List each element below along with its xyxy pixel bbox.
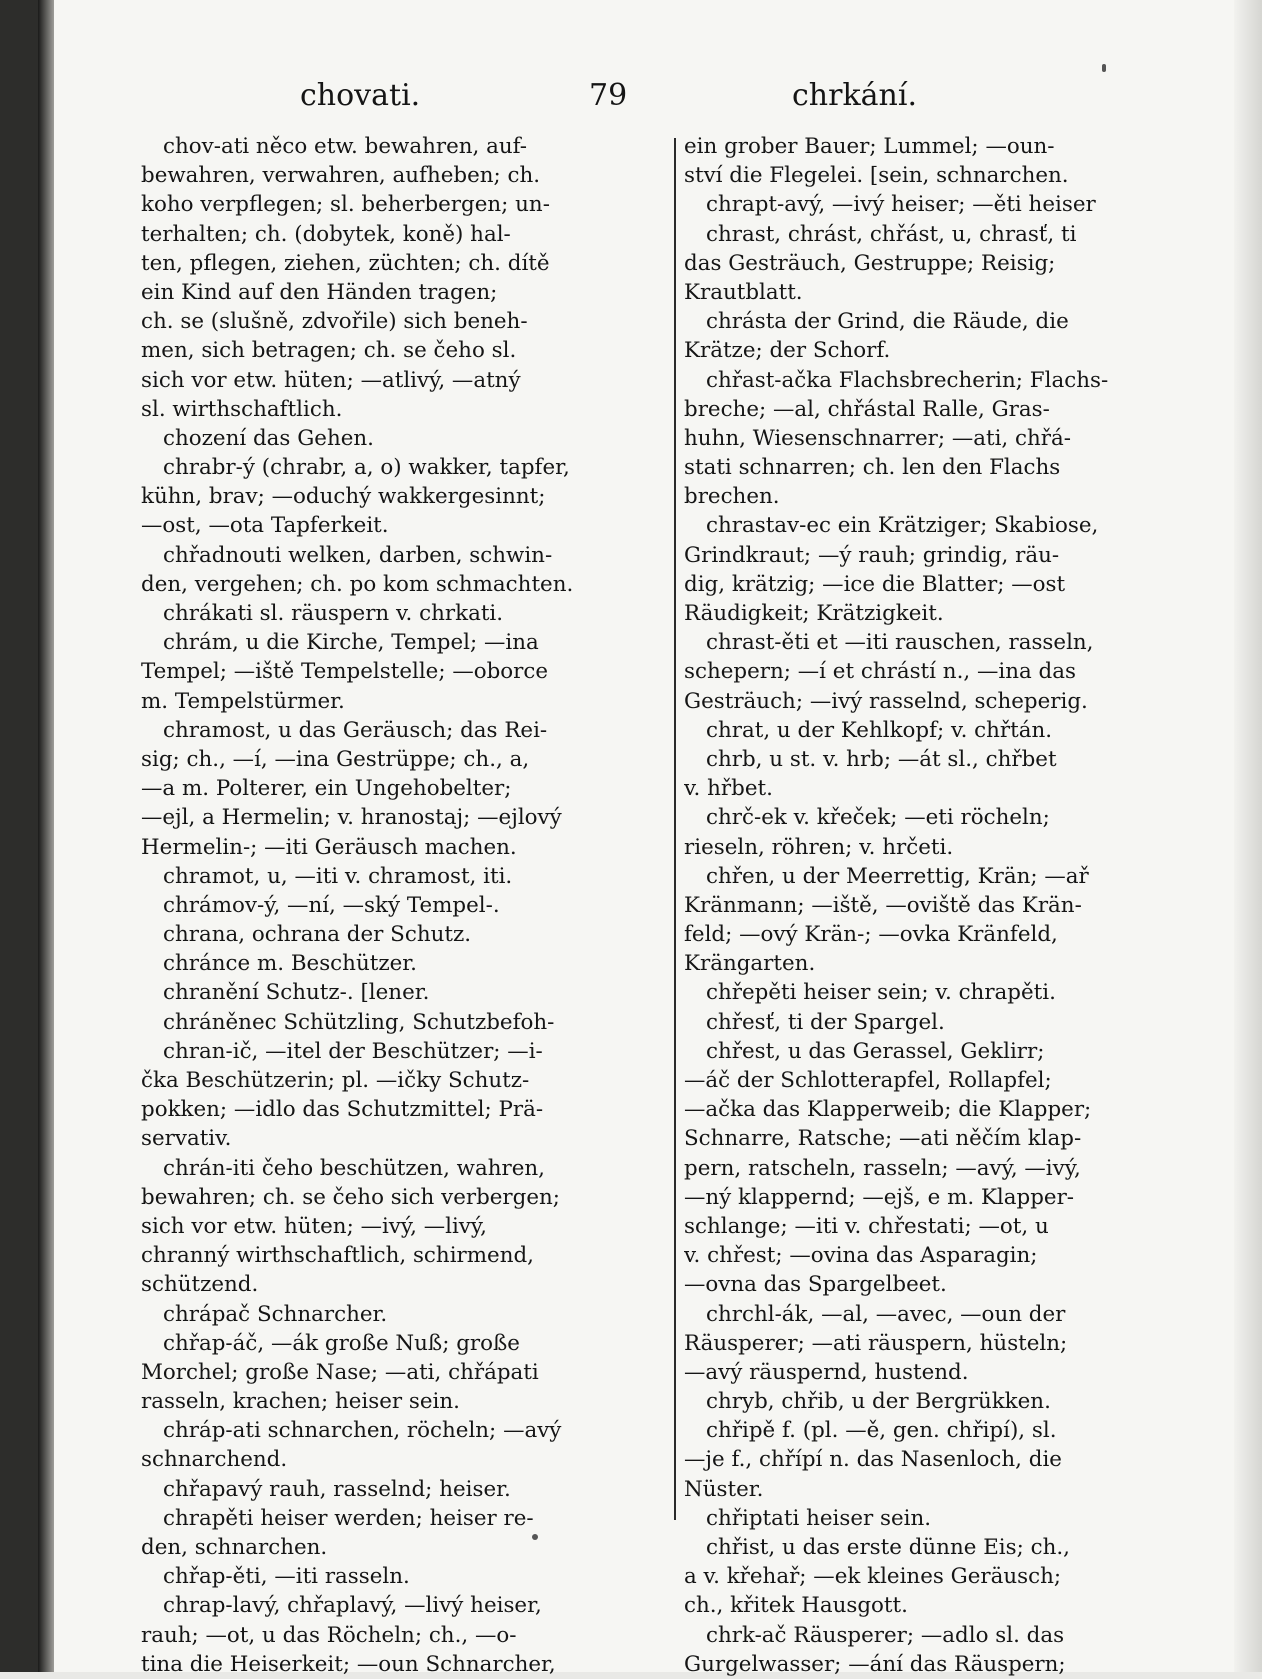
dictionary-line: sich vor etw. hüten; —atlivý, —atný xyxy=(141,367,521,393)
dictionary-line: kühn, brav; —oduchý wakkergesinnt; xyxy=(141,484,546,510)
dictionary-line: chřadnouti welken, darben, schwin- xyxy=(163,542,553,568)
dictionary-line: Kränmann; —iště, —oviště das Krän- xyxy=(684,892,1082,918)
dictionary-line: tina die Heiserkeit; —oun Schnarcher, xyxy=(141,1651,556,1677)
dictionary-line: sig; ch., —í, —ina Gestrüppe; ch., a, xyxy=(141,746,530,772)
dictionary-line: schlange; —iti v. chřestati; —ot, u xyxy=(684,1213,1049,1239)
dictionary-line: huhn, Wiesenschnarrer; —ati, chřá- xyxy=(684,425,1071,451)
dictionary-line: sich vor etw. hüten; —ivý, —livý, xyxy=(141,1213,487,1239)
dictionary-line: chřast-ačka Flachsbrecherin; Flachs- xyxy=(706,367,1109,393)
dictionary-line: Krätze; der Schorf. xyxy=(684,338,891,364)
dictionary-line: ten, pflegen, ziehen, züchten; ch. dítě xyxy=(141,250,550,276)
dictionary-line: rieseln, röhren; v. hrčeti. xyxy=(684,834,954,860)
dictionary-line: v. chřest; —ovina das Asparagin; xyxy=(684,1243,1038,1269)
dictionary-line: chrapěti heiser werden; heiser re- xyxy=(163,1505,534,1531)
print-speck xyxy=(532,1534,538,1540)
dictionary-line: m. Tempelstürmer. xyxy=(141,688,345,714)
dictionary-line: chov-ati něco etw. bewahren, auf- xyxy=(163,134,528,159)
dictionary-line: schnarchend. xyxy=(141,1447,288,1473)
scan-dark-edge xyxy=(0,0,38,1672)
dictionary-line: Schnarre, Ratsche; —ati něčím klap- xyxy=(684,1126,1082,1152)
dictionary-line: Krautblatt. xyxy=(684,279,803,305)
dictionary-line: Räusperer; —ati räuspern, hüsteln; xyxy=(684,1330,1068,1356)
dictionary-page xyxy=(54,0,1234,1677)
dictionary-line: koho verpflegen; sl. beherbergen; un- xyxy=(141,192,550,218)
dictionary-line: chřap-ěti, —iti rasseln. xyxy=(163,1564,410,1590)
dictionary-line: stati schnarren; ch. len den Flachs xyxy=(684,455,1061,481)
dictionary-line: pern, ratscheln, rasseln; —avý, —ivý, xyxy=(684,1155,1081,1181)
dictionary-line: chřiptati heiser sein. xyxy=(706,1505,932,1531)
dictionary-line: —ejl, a Hermelin; v. hranostaj; —ejlový xyxy=(141,805,562,831)
dictionary-line: chrb, u st. v. hrb; —át sl., chřbet xyxy=(706,746,1057,772)
dictionary-line: chrabr-ý (chrabr, a, o) wakker, tapfer, xyxy=(163,455,570,481)
dictionary-line: chrast, chrást, chřást, u, chrasť, ti xyxy=(706,221,1077,247)
dictionary-line: sl. wirthschaftlich. xyxy=(141,396,343,422)
dictionary-line: brechen. xyxy=(684,484,780,510)
dictionary-line: čka Beschützerin; pl. —ičky Schutz- xyxy=(141,1068,530,1093)
dictionary-line: feld; —ový Krän-; —ovka Kränfeld, xyxy=(684,922,1058,948)
print-speck xyxy=(1102,64,1106,72)
header-right-guide-word: chrkání. xyxy=(792,78,917,113)
dictionary-line: Gesträuch; —ivý rasselnd, scheperig. xyxy=(684,688,1088,714)
dictionary-line: chrásta der Grind, die Räude, die xyxy=(706,309,1069,335)
dictionary-line: chřist, u das erste dünne Eis; ch., xyxy=(706,1535,1070,1560)
dictionary-line: Räudigkeit; Krätzigkeit. xyxy=(684,601,944,626)
dictionary-line: rauh; —ot, u das Röcheln; ch., —o- xyxy=(141,1622,517,1648)
dictionary-line: —ovna das Spargelbeet. xyxy=(684,1272,947,1298)
scan-binding-shadow xyxy=(38,0,54,1672)
dictionary-line: ch., křitek Hausgott. xyxy=(684,1593,908,1619)
dictionary-line: Gurgelwasser; —ání das Räuspern; xyxy=(684,1651,1066,1677)
left-column xyxy=(141,132,656,1679)
dictionary-line: chranný wirthschaftlich, schirmend, xyxy=(141,1243,534,1269)
dictionary-line: Krängarten. xyxy=(684,951,816,977)
scan-right-edge xyxy=(1234,0,1262,1672)
dictionary-line: chrk-ač Räusperer; —adlo sl. das xyxy=(706,1622,1065,1648)
right-column xyxy=(684,132,1199,1679)
dictionary-line: —ost, —ota Tapferkeit. xyxy=(141,513,389,539)
dictionary-line: ství die Flegelei. [sein, schnarchen. xyxy=(684,163,1069,189)
dictionary-line: chráp-ati schnarchen, röcheln; —avý xyxy=(163,1418,562,1444)
dictionary-line: rasseln, krachen; heiser sein. xyxy=(141,1389,460,1415)
dictionary-line: chrápač Schnarcher. xyxy=(163,1301,388,1327)
dictionary-line: chřipě f. (pl. —ě, gen. chřipí), sl. xyxy=(706,1418,1057,1444)
dictionary-line: chrákati sl. räuspern v. chrkati. xyxy=(163,601,504,626)
dictionary-line: schützend. xyxy=(141,1272,259,1298)
dictionary-line: chřepěti heiser sein; v. chrapěti. xyxy=(706,980,1056,1006)
dictionary-line: bewahren; ch. se čeho sich verbergen; xyxy=(141,1184,560,1210)
dictionary-line: v. hřbet. xyxy=(684,776,773,802)
dictionary-line: chran-ič, —itel der Beschützer; —i- xyxy=(163,1038,543,1064)
dictionary-line: chřapavý rauh, rasselnd; heiser. xyxy=(163,1476,511,1502)
dictionary-line: a v. křehař; —ek kleines Geräusch; xyxy=(684,1564,1062,1590)
page-number: 79 xyxy=(589,78,628,113)
dictionary-line: —a m. Polterer, ein Ungehobelter; xyxy=(141,776,512,802)
dictionary-line: chřesť, ti der Spargel. xyxy=(706,1009,945,1035)
dictionary-line: men, sich betragen; ch. se čeho sl. xyxy=(141,338,517,364)
dictionary-line: Grindkraut; —ý rauh; grindig, räu- xyxy=(684,542,1060,568)
dictionary-line: chřest, u das Gerassel, Geklirr; xyxy=(706,1038,1045,1064)
dictionary-line: chrapt-avý, —ivý heiser; —ěti heiser xyxy=(706,192,1096,218)
header-left-guide-word: chovati. xyxy=(300,78,421,113)
dictionary-line: —áč der Schlotterapfel, Rollapfel; xyxy=(684,1068,1052,1093)
dictionary-line: dig, krätzig; —ice die Blatter; —ost xyxy=(684,571,1066,597)
dictionary-line: chřen, u der Meerrettig, Krän; —ař xyxy=(706,863,1089,889)
dictionary-line: das Gesträuch, Gestruppe; Reisig; xyxy=(684,250,1056,276)
dictionary-line: pokken; —idlo das Schutzmittel; Prä- xyxy=(141,1097,544,1123)
dictionary-line: —ačka das Klapperweib; die Klapper; xyxy=(684,1097,1092,1123)
dictionary-line: servativ. xyxy=(141,1126,232,1152)
dictionary-line: chřap-áč, —ák große Nuß; große xyxy=(163,1330,520,1356)
dictionary-line: chrám, u die Kirche, Tempel; —ina xyxy=(163,630,539,656)
dictionary-line: den, schnarchen. xyxy=(141,1535,328,1560)
dictionary-line: chrap-lavý, chřaplavý, —livý heiser, xyxy=(163,1593,542,1619)
dictionary-line: chramost, u das Geräusch; das Rei- xyxy=(163,717,548,743)
dictionary-line: chrč-ek v. křeček; —eti röcheln; xyxy=(706,805,1050,831)
dictionary-line: chrán-iti čeho beschützen, wahren, xyxy=(163,1155,545,1181)
dictionary-line: bewahren, verwahren, aufheben; ch. xyxy=(141,163,541,189)
dictionary-line: chození das Gehen. xyxy=(163,425,374,451)
dictionary-line: Hermelin-; —iti Geräusch machen. xyxy=(141,834,517,860)
dictionary-line: chrchl-ák, —al, —avec, —oun der xyxy=(706,1301,1066,1327)
dictionary-line: ein Kind auf den Händen tragen; xyxy=(141,279,498,305)
dictionary-line: chramot, u, —iti v. chramost, iti. xyxy=(163,863,513,889)
dictionary-line: breche; —al, chřástal Ralle, Gras- xyxy=(684,396,1050,422)
dictionary-line: ein grober Bauer; Lummel; —oun- xyxy=(684,134,1055,159)
dictionary-line: chrámov-ý, —ní, —ský Tempel-. xyxy=(163,892,500,918)
dictionary-line: Tempel; —iště Tempelstelle; —oborce xyxy=(141,659,549,685)
dictionary-line: den, vergehen; ch. po kom schmachten. xyxy=(141,571,574,597)
column-divider xyxy=(674,138,676,1520)
dictionary-line: chranění Schutz-. [lener. xyxy=(163,980,430,1006)
dictionary-line: chrat, u der Kehlkopf; v. chřtán. xyxy=(706,717,1053,743)
dictionary-line: chránce m. Beschützer. xyxy=(163,951,417,977)
dictionary-line: Morchel; große Nase; —ati, chřápati xyxy=(141,1359,539,1385)
dictionary-line: chryb, chřib, u der Bergrükken. xyxy=(706,1389,1051,1415)
dictionary-line: —avý räuspernd, hustend. xyxy=(684,1359,969,1385)
dictionary-line: chrana, ochrana der Schutz. xyxy=(163,922,472,948)
dictionary-line: Nüster. xyxy=(684,1476,764,1502)
dictionary-line: ch. se (slušně, zdvořile) sich beneh- xyxy=(141,309,528,335)
dictionary-line: chrastav-ec ein Krätziger; Skabiose, xyxy=(706,513,1099,539)
dictionary-line: chrast-ěti et —iti rauschen, rasseln, xyxy=(706,630,1094,656)
dictionary-line: —je f., chřípí n. das Nasenloch, die xyxy=(684,1447,1062,1473)
dictionary-line: chráněnec Schützling, Schutzbefoh- xyxy=(163,1009,555,1035)
running-head xyxy=(54,78,1234,122)
dictionary-line: —ný klappernd; —ejš, e m. Klapper- xyxy=(684,1184,1075,1210)
dictionary-line: terhalten; ch. (dobytek, koně) hal- xyxy=(141,221,511,247)
dictionary-line: schepern; —í et chrástí n., —ina das xyxy=(684,659,1076,685)
